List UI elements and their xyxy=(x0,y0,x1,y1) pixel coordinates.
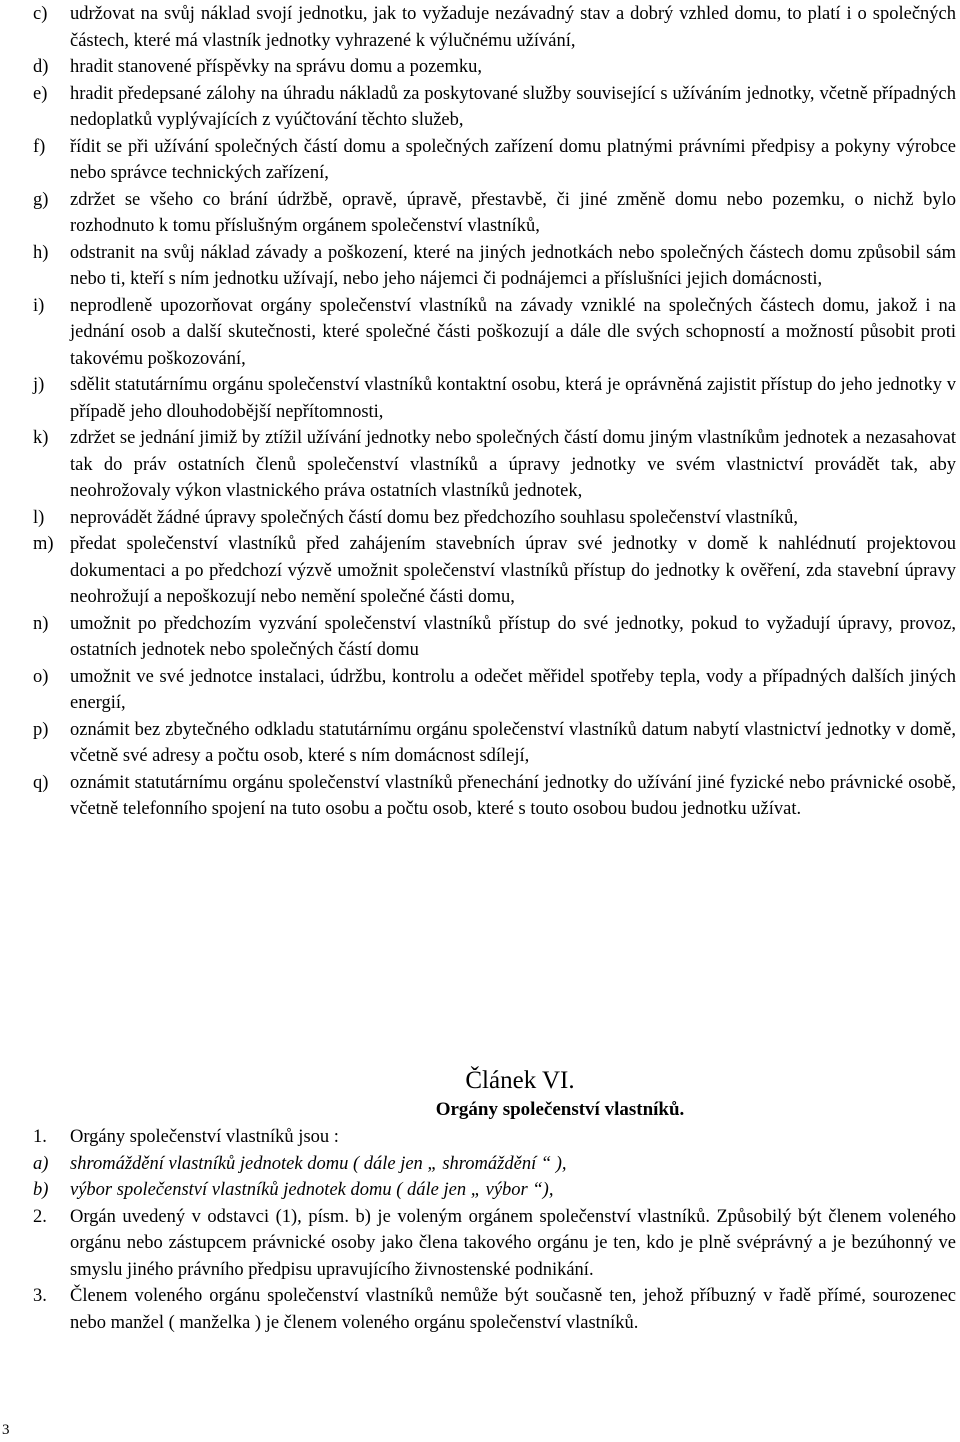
list-item xyxy=(0,293,960,373)
list-marker: l) xyxy=(33,507,45,528)
list-item-text: oznámit statutárnímu orgánu společenství vlastníků přenechání jednotky do užívání jiné fyzické nebo právnické osobě, včetně telefonního spojení na tuto osobu a počtu osob, které s touto osobou budou jednotku užívat. xyxy=(70,772,956,819)
list-item xyxy=(0,187,960,240)
list-item-text: předat společenství vlastníků před zahájením stavebních úprav své jednotky v domě k nahlédnutí projektovou dokumentaci a po předchozí výzvě umožnit společenství vlastníků přístup do jednotky k ověření, zda stavební úpravy neohrožují a nepoškozují nebo nemění společné části domu, xyxy=(70,534,956,607)
list-marker: b) xyxy=(33,1180,49,1200)
list-item-text: hradit stanovené příspěvky na správu domu a pozemku, xyxy=(70,57,483,77)
list-item xyxy=(0,1177,960,1204)
list-item xyxy=(0,1124,960,1151)
list-item-text: umožnit po předchozím vyzvání společenství vlastníků přístup do své jednotky, pokud to vyžadují úpravy, provoz, ostatních jednotek nebo společných částí domu xyxy=(70,613,956,660)
list-marker: i) xyxy=(33,295,45,316)
list-item-text: zdržet se jednání jimiž by ztížil užívání jednotky nebo společných částí domu jiným vlastníkům jednotek a nezasahovat tak do práv ostatních členů společenství vlastníků a úpravy jednotky ve svém vlastnictví provádět tak, aby neohrožovaly výkon vlastnického práva ostatních vlastníků jednotek, xyxy=(70,428,956,501)
list-item xyxy=(0,611,960,664)
list-item-text: neprovádět žádné úpravy společných částí domu bez předchozího souhlasu společenství vlastníků, xyxy=(70,507,798,528)
list-item xyxy=(0,1,960,54)
list-marker: g) xyxy=(33,189,49,210)
list-marker: 2. xyxy=(33,1206,47,1227)
list-marker: h) xyxy=(33,242,49,263)
list-marker: 3. xyxy=(33,1286,47,1306)
list-marker: d) xyxy=(33,57,49,77)
list-item-text: Členem voleného orgánu společenství vlastníků nemůže být současně ten, jehož příbuzný v řadě přímé, sourozenec nebo manžel ( manželka ) je členem voleného orgánu společenství vlastníků. xyxy=(70,1286,956,1333)
article-subtitle: Orgány společenství vlastníků. xyxy=(435,1099,685,1120)
list-marker: c) xyxy=(33,4,48,24)
list-item-text: hradit předepsané zálohy na úhradu nákladů za poskytované služby související s užíváním jednotky, včetně případných nedoplatků vyplývajících z vyúčtování těchto služeb, xyxy=(70,83,956,130)
list-item-text: udržovat na svůj náklad svojí jednotku, jak to vyžaduje nezávadný stav a dobrý vzhled domu, to platí i o společných částech, které má vlastník jednotky vyhrazené k výlučnému užívání, xyxy=(70,4,956,51)
list-marker: f) xyxy=(33,136,46,157)
list-marker: 1. xyxy=(33,1127,47,1147)
list-marker: q) xyxy=(33,772,49,793)
list-marker: a) xyxy=(33,1153,49,1174)
list-marker: o) xyxy=(33,666,49,687)
list-item-text: Orgán uvedený v odstavci (1), písm. b) je voleným orgánem společenství vlastníků. Způsobilý být členem voleného orgánu nebo zástupcem právnické osoby jako člena takového orgánu je ten, kdo je plně svéprávný a je bezúhonný ve smyslu jiného právního předpisu upravujícího živnostenské podnikání. xyxy=(70,1206,956,1280)
list-item xyxy=(0,425,960,505)
list-item xyxy=(0,1151,960,1178)
list-item xyxy=(0,240,960,293)
list-marker: m) xyxy=(33,534,54,554)
list-item-text: řídit se při užívání společných částí domu a společných zařízení domu platnými právními předpisy a pokyny výrobce nebo správce technických zařízení, xyxy=(70,136,956,183)
list-item-text: sdělit statutárnímu orgánu společenství vlastníků kontaktní osobu, která je oprávněná zajistit přístup do jeho jednotky v případě jeho dlouhodobější nepřítomnosti, xyxy=(70,375,956,422)
article-title: Článek VI. xyxy=(465,1067,575,1094)
list-item xyxy=(0,505,960,532)
page-number: 3 xyxy=(2,1422,10,1438)
list-item-text: oznámit bez zbytečného odkladu statutárnímu orgánu společenství vlastníků datum nabytí vlastnictví jednotky v domě, včetně své adresy a počtu osob, které s ním domácnost sdílejí, xyxy=(70,719,956,766)
list-item xyxy=(0,134,960,187)
list-item xyxy=(0,1283,960,1336)
list-item-text: výbor společenství vlastníků jednotek domu ( dále jen „ výbor “), xyxy=(70,1180,554,1200)
list-item xyxy=(0,664,960,717)
list-item xyxy=(0,717,960,770)
list-item xyxy=(0,372,960,425)
list-marker: j) xyxy=(33,375,45,395)
list-marker: k) xyxy=(33,428,49,448)
list-marker: p) xyxy=(33,719,49,740)
organs-list xyxy=(0,1124,960,1336)
list-marker: n) xyxy=(33,613,49,634)
list-marker: e) xyxy=(33,83,48,104)
list-item-text: Orgány společenství vlastníků jsou : xyxy=(70,1127,339,1147)
list-item-text: shromáždění vlastníků jednotek domu ( dále jen „ shromáždění “ ), xyxy=(70,1153,567,1174)
list-item xyxy=(0,54,960,81)
list-item xyxy=(0,531,960,611)
list-item-text: neprodleně upozorňovat orgány společenství vlastníků na závady vzniklé na společných částech domu, jakož i na jednání osob a další skutečnosti, které společné části poškozují a dále dle svých schopností a možností působit proti takovému poškozování, xyxy=(70,295,956,369)
list-item-text: umožnit ve své jednotce instalaci, údržbu, kontrolu a odečet měřidel spotřeby tepla, vody a případných dalších jiných energií, xyxy=(70,666,956,713)
list-item xyxy=(0,1204,960,1284)
list-item xyxy=(0,81,960,134)
list-item-text: zdržet se všeho co brání údržbě, opravě, úpravě, přestavbě, či jiné změně domu nebo pozemku, o nichž bylo rozhodnuto k tomu příslušným orgánem společenství vlastníků, xyxy=(70,189,956,236)
list-item-text: odstranit na svůj náklad závady a poškození, které na jiných jednotkách nebo společných částech domu způsobil sám nebo ti, kteří s ním jednotku užívají, nebo jeho nájemci či podnájemci a příslušníci jejich domácnosti, xyxy=(70,242,956,289)
list-item xyxy=(0,770,960,823)
obligations-list xyxy=(0,1,960,823)
